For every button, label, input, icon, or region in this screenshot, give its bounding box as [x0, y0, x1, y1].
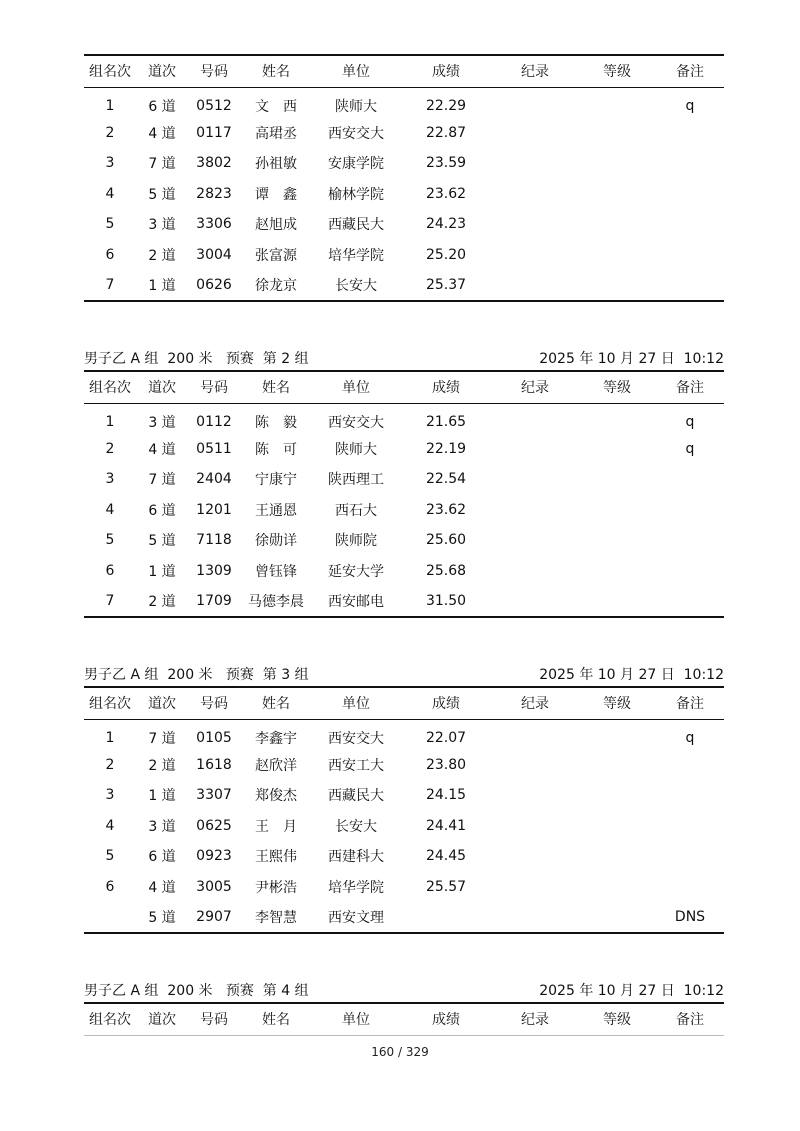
column-header: 单位	[312, 55, 400, 87]
name-cell: 尹彬浩	[255, 879, 297, 896]
record-cell	[492, 118, 578, 149]
record-cell	[492, 556, 578, 587]
column-header: 单位	[312, 371, 400, 403]
grade-cell	[578, 148, 656, 179]
rank-cell: 3	[105, 787, 115, 804]
remark-cell	[656, 495, 724, 526]
bib-cell: 0626	[188, 270, 240, 301]
column-header: 号码	[188, 687, 240, 719]
table-row	[84, 556, 724, 587]
grade-cell	[578, 586, 656, 617]
table-header-row	[84, 55, 724, 87]
remark-cell	[656, 148, 724, 179]
grade-cell	[578, 719, 656, 750]
column-header: 纪录	[492, 371, 578, 403]
record-cell	[492, 495, 578, 526]
result-cell: 25.37	[400, 270, 492, 301]
record-cell	[492, 148, 578, 179]
column-header: 成绩	[400, 371, 492, 403]
column-header: 等级	[578, 55, 656, 87]
bib-cell: 2907	[188, 902, 240, 933]
grade-cell	[578, 902, 656, 933]
grade-cell	[578, 209, 656, 240]
results-table-4	[84, 1002, 724, 1036]
unit-cell: 西石大	[335, 502, 377, 519]
record-cell	[492, 464, 578, 495]
unit-cell: 西安交大	[328, 730, 384, 747]
unit-cell: 培华学院	[328, 247, 384, 264]
name-cell: 郑俊杰	[255, 788, 297, 805]
record-cell	[492, 240, 578, 271]
rank-cell: 5	[105, 848, 115, 865]
column-header: 纪录	[492, 687, 578, 719]
bib-cell: 2823	[196, 185, 232, 202]
unit-cell: 西安交大	[328, 414, 384, 431]
lane-cell: 4 道	[148, 879, 176, 896]
record-cell	[492, 525, 578, 556]
name-cell: 陈 可	[255, 441, 297, 458]
group-title: 男子乙 A 组 200 米 预赛 第 2 组	[84, 351, 309, 367]
results-table-1	[84, 54, 724, 302]
result-cell: 24.23	[425, 216, 467, 233]
remark-cell	[656, 179, 724, 210]
result-cell: 31.50	[400, 586, 492, 617]
group-header	[84, 664, 724, 686]
table-row	[84, 495, 724, 526]
remark-cell: DNS	[656, 902, 724, 933]
rank-cell: 2	[105, 440, 115, 457]
table-row	[84, 434, 724, 465]
column-header: 纪录	[492, 55, 578, 87]
unit-cell: 陕西理工	[328, 472, 384, 489]
bib-cell: 0105	[196, 729, 232, 746]
name-cell: 陈 毅	[255, 414, 297, 431]
unit-cell: 安康学院	[328, 156, 384, 173]
grade-cell	[578, 270, 656, 301]
column-header: 姓名	[240, 371, 312, 403]
grade-cell	[578, 872, 656, 903]
bib-cell: 1618	[196, 756, 232, 773]
name-cell: 赵欣洋	[255, 757, 297, 774]
grade-cell	[578, 179, 656, 210]
remark-cell	[656, 780, 724, 811]
rank-cell	[84, 902, 136, 933]
name-cell: 孙祖敏	[255, 156, 297, 173]
column-header: 成绩	[400, 687, 492, 719]
table-row	[84, 240, 724, 271]
bib-cell: 3307	[196, 787, 232, 804]
result-cell: 25.57	[425, 878, 467, 895]
results-group-3	[84, 664, 724, 934]
name-cell: 马德李晨	[240, 586, 312, 617]
name-cell: 李智慧	[240, 902, 312, 933]
grade-cell	[578, 556, 656, 587]
unit-cell: 西安文理	[312, 902, 400, 933]
remark-cell	[656, 270, 724, 301]
result-cell: 23.62	[425, 185, 467, 202]
column-header: 号码	[188, 55, 240, 87]
rank-cell: 6	[105, 562, 115, 579]
group-title: 男子乙 A 组 200 米 预赛 第 4 组	[84, 983, 309, 999]
record-cell	[492, 586, 578, 617]
lane-cell: 6 道	[148, 98, 176, 115]
record-cell	[492, 719, 578, 750]
table-row	[84, 750, 724, 781]
rank-cell: 6	[105, 878, 115, 895]
result-cell: 21.65	[425, 413, 467, 430]
unit-cell: 培华学院	[328, 879, 384, 896]
lane-cell: 2 道	[148, 757, 176, 774]
column-header: 道次	[136, 687, 188, 719]
result-cell: 22.87	[425, 124, 467, 141]
lane-cell: 3 道	[148, 217, 176, 234]
remark-cell	[656, 872, 724, 903]
results-group-4	[84, 980, 724, 1036]
rank-cell: 3	[105, 155, 115, 172]
record-cell	[492, 87, 578, 118]
results-table-3	[84, 686, 724, 934]
lane-cell: 1 道	[136, 270, 188, 301]
table-header-row	[84, 687, 724, 719]
record-cell	[492, 841, 578, 872]
record-cell	[492, 780, 578, 811]
group-datetime: 2025 年 10 月 27 日 10:12	[539, 667, 724, 683]
grade-cell	[578, 403, 656, 434]
results-group-2	[84, 348, 724, 618]
name-cell: 高珺丞	[255, 125, 297, 142]
remark-cell: q	[685, 440, 695, 457]
result-cell: 22.19	[425, 440, 467, 457]
column-header: 号码	[188, 371, 240, 403]
lane-cell: 1 道	[148, 563, 176, 580]
table-row	[84, 525, 724, 556]
remark-cell	[656, 556, 724, 587]
table-row	[84, 586, 724, 617]
rank-cell: 1	[105, 729, 115, 746]
grade-cell	[578, 811, 656, 842]
unit-cell: 西安邮电	[312, 586, 400, 617]
column-header: 单位	[312, 687, 400, 719]
table-row	[84, 464, 724, 495]
record-cell	[492, 750, 578, 781]
remark-cell: q	[685, 413, 695, 430]
grade-cell	[578, 434, 656, 465]
column-header: 组名次	[84, 1003, 136, 1035]
remark-cell	[656, 750, 724, 781]
record-cell	[492, 403, 578, 434]
grade-cell	[578, 495, 656, 526]
remark-cell	[656, 586, 724, 617]
group-header	[84, 980, 724, 1002]
lane-cell: 4 道	[148, 125, 176, 142]
name-cell: 王通恩	[255, 502, 297, 519]
record-cell	[492, 872, 578, 903]
column-header: 号码	[188, 1003, 240, 1035]
name-cell: 宁康宁	[255, 472, 297, 489]
name-cell: 徐勋详	[255, 533, 297, 550]
column-header: 组名次	[84, 371, 136, 403]
remark-cell: q	[685, 97, 695, 114]
name-cell: 王 月	[255, 818, 297, 835]
column-header: 道次	[136, 55, 188, 87]
table-row	[84, 811, 724, 842]
grade-cell	[578, 464, 656, 495]
lane-cell: 6 道	[148, 849, 176, 866]
remark-cell	[656, 118, 724, 149]
name-cell: 王熙伟	[255, 849, 297, 866]
group-title: 男子乙 A 组 200 米 预赛 第 3 组	[84, 667, 309, 683]
name-cell: 徐龙京	[240, 270, 312, 301]
group-datetime: 2025 年 10 月 27 日 10:12	[539, 351, 724, 367]
record-cell	[492, 270, 578, 301]
column-header: 备注	[656, 55, 724, 87]
bib-cell: 2404	[196, 471, 232, 488]
result-cell: 22.29	[425, 97, 467, 114]
column-header: 姓名	[240, 687, 312, 719]
name-cell: 赵旭成	[255, 217, 297, 234]
name-cell: 曾钰锋	[255, 563, 297, 580]
results-table-2	[84, 370, 724, 618]
column-header: 备注	[656, 371, 724, 403]
rank-cell: 5	[105, 216, 115, 233]
remark-cell	[656, 464, 724, 495]
record-cell	[492, 179, 578, 210]
lane-cell: 5 道	[136, 902, 188, 933]
bib-cell: 3306	[196, 216, 232, 233]
grade-cell	[578, 750, 656, 781]
result-cell: 23.59	[425, 155, 467, 172]
lane-cell: 4 道	[148, 441, 176, 458]
unit-cell: 长安大	[335, 818, 377, 835]
rank-cell: 2	[105, 756, 115, 773]
result-cell: 24.45	[425, 848, 467, 865]
rank-cell: 6	[105, 246, 115, 263]
result-cell: 24.15	[425, 787, 467, 804]
rank-cell: 1	[105, 97, 115, 114]
name-cell: 谭 鑫	[255, 186, 297, 203]
lane-cell: 6 道	[148, 502, 176, 519]
lane-cell: 3 道	[148, 414, 176, 431]
grade-cell	[578, 780, 656, 811]
rank-cell: 3	[105, 471, 115, 488]
table-row	[84, 209, 724, 240]
column-header: 成绩	[400, 1003, 492, 1035]
unit-cell: 西建科大	[328, 849, 384, 866]
column-header: 等级	[578, 687, 656, 719]
column-header: 成绩	[400, 55, 492, 87]
name-cell: 张富源	[255, 247, 297, 264]
unit-cell: 西藏民大	[328, 788, 384, 805]
table-row	[84, 118, 724, 149]
remark-cell	[656, 240, 724, 271]
remark-cell	[656, 841, 724, 872]
unit-cell: 延安大学	[328, 563, 384, 580]
table-row	[84, 148, 724, 179]
table-row	[84, 841, 724, 872]
column-header: 等级	[578, 1003, 656, 1035]
bib-cell: 0117	[196, 124, 232, 141]
lane-cell: 7 道	[148, 472, 176, 489]
grade-cell	[578, 118, 656, 149]
bib-cell: 0625	[196, 817, 232, 834]
record-cell	[492, 902, 578, 933]
table-row	[84, 719, 724, 750]
unit-cell: 陕师院	[335, 533, 377, 550]
column-header: 单位	[312, 1003, 400, 1035]
bib-cell: 3005	[196, 878, 232, 895]
rank-cell: 4	[105, 185, 115, 202]
grade-cell	[578, 87, 656, 118]
lane-cell: 3 道	[148, 818, 176, 835]
unit-cell: 西藏民大	[328, 217, 384, 234]
remark-cell	[656, 525, 724, 556]
group-header	[84, 348, 724, 370]
table-row	[84, 780, 724, 811]
rank-cell: 7	[84, 586, 136, 617]
result-cell: 23.80	[425, 756, 467, 773]
result-cell	[400, 902, 492, 933]
column-header: 备注	[656, 687, 724, 719]
record-cell	[492, 209, 578, 240]
bib-cell: 0512	[196, 97, 232, 114]
unit-cell: 西安工大	[328, 757, 384, 774]
rank-cell: 2	[105, 124, 115, 141]
name-cell: 文 西	[255, 98, 297, 115]
column-header: 等级	[578, 371, 656, 403]
rank-cell: 7	[84, 270, 136, 301]
bib-cell: 1201	[196, 501, 232, 518]
remark-cell: q	[685, 729, 695, 746]
column-header: 道次	[136, 1003, 188, 1035]
result-cell: 25.60	[425, 532, 467, 549]
table-row	[84, 902, 724, 933]
bib-cell: 7118	[196, 532, 232, 549]
table-row	[84, 270, 724, 301]
result-cell: 22.07	[425, 729, 467, 746]
record-cell	[492, 434, 578, 465]
rank-cell: 4	[105, 817, 115, 834]
table-row	[84, 403, 724, 434]
unit-cell: 榆林学院	[328, 186, 384, 203]
lane-cell: 7 道	[148, 156, 176, 173]
result-cell: 25.68	[425, 562, 467, 579]
table-header-row	[84, 371, 724, 403]
remark-cell	[656, 811, 724, 842]
result-cell: 22.54	[425, 471, 467, 488]
bib-cell: 0923	[196, 848, 232, 865]
table-row	[84, 179, 724, 210]
column-header: 组名次	[84, 55, 136, 87]
bib-cell: 3004	[196, 246, 232, 263]
unit-cell: 陕师大	[335, 98, 377, 115]
grade-cell	[578, 240, 656, 271]
rank-cell: 5	[105, 532, 115, 549]
bib-cell: 1309	[196, 562, 232, 579]
bib-cell: 0511	[196, 440, 232, 457]
result-cell: 25.20	[425, 246, 467, 263]
rank-cell: 1	[105, 413, 115, 430]
result-cell: 23.62	[425, 501, 467, 518]
table-row	[84, 87, 724, 118]
column-header: 纪录	[492, 1003, 578, 1035]
result-cell: 24.41	[425, 817, 467, 834]
bib-cell: 1709	[188, 586, 240, 617]
group-datetime: 2025 年 10 月 27 日 10:12	[539, 983, 724, 999]
lane-cell: 2 道	[136, 586, 188, 617]
bib-cell: 0112	[196, 413, 232, 430]
column-header: 道次	[136, 371, 188, 403]
column-header: 备注	[656, 1003, 724, 1035]
column-header: 组名次	[84, 687, 136, 719]
remark-cell	[656, 209, 724, 240]
unit-cell: 西安交大	[328, 125, 384, 142]
rank-cell: 4	[105, 501, 115, 518]
table-header-row	[84, 1003, 724, 1035]
table-row	[84, 872, 724, 903]
lane-cell: 5 道	[148, 186, 176, 203]
name-cell: 李鑫宇	[255, 730, 297, 747]
lane-cell: 7 道	[148, 730, 176, 747]
column-header: 姓名	[240, 1003, 312, 1035]
unit-cell: 陕师大	[335, 441, 377, 458]
record-cell	[492, 811, 578, 842]
page-number: 160 / 329	[371, 1045, 429, 1059]
bib-cell: 3802	[196, 155, 232, 172]
unit-cell: 长安大	[312, 270, 400, 301]
results-group-1	[84, 54, 724, 302]
grade-cell	[578, 525, 656, 556]
lane-cell: 1 道	[148, 788, 176, 805]
lane-cell: 2 道	[148, 247, 176, 264]
column-header: 姓名	[240, 55, 312, 87]
lane-cell: 5 道	[148, 533, 176, 550]
grade-cell	[578, 841, 656, 872]
